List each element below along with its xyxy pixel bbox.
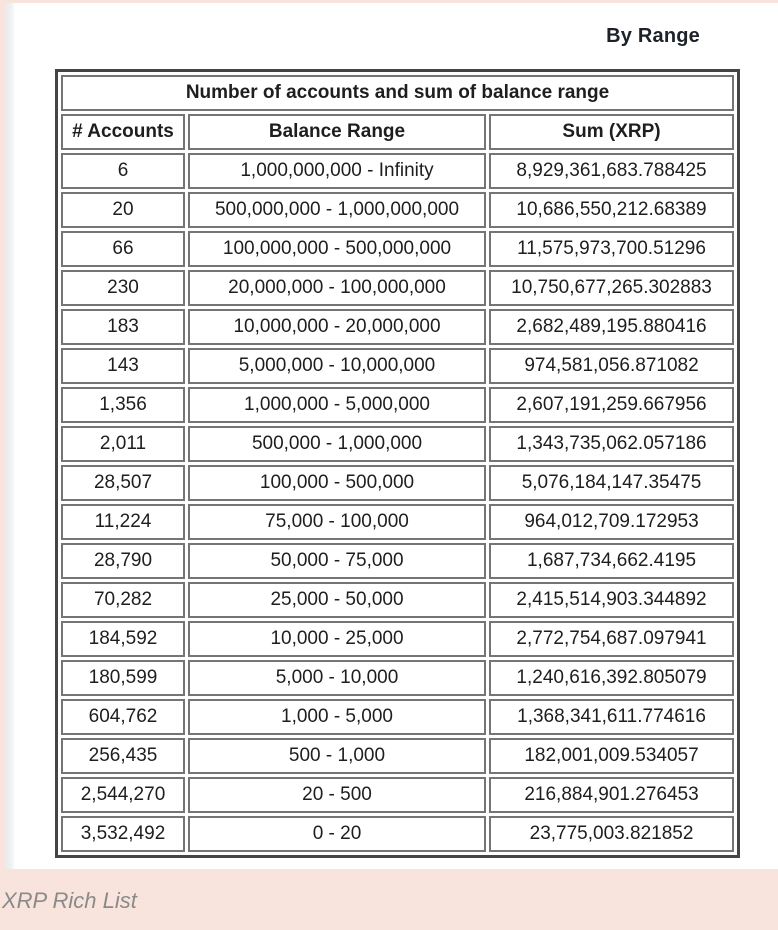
- cell-accounts: 180,599: [61, 660, 185, 696]
- table-row: [61, 777, 734, 813]
- table-row: [61, 231, 734, 267]
- cell-balance-range: 500 - 1,000: [188, 738, 486, 774]
- cell-balance-range: 1,000,000,000 - Infinity: [188, 153, 486, 189]
- cell-sum-xrp: 974,581,056.871082: [489, 348, 734, 384]
- cell-balance-range: 100,000,000 - 500,000,000: [188, 231, 486, 267]
- cell-sum-xrp: 1,240,616,392.805079: [489, 660, 734, 696]
- balance-range-table: [55, 69, 740, 858]
- cell-accounts: 183: [61, 309, 185, 345]
- table-body: [61, 153, 734, 852]
- table-row: [61, 816, 734, 852]
- cell-accounts: 230: [61, 270, 185, 306]
- cell-sum-xrp: 2,415,514,903.344892: [489, 582, 734, 618]
- cell-sum-xrp: 1,368,341,611.774616: [489, 699, 734, 735]
- cell-accounts: 2,544,270: [61, 777, 185, 813]
- cell-sum-xrp: 182,001,009.534057: [489, 738, 734, 774]
- cell-sum-xrp: 8,929,361,683.788425: [489, 153, 734, 189]
- cell-accounts: 256,435: [61, 738, 185, 774]
- table-row: [61, 699, 734, 735]
- cell-accounts: 66: [61, 231, 185, 267]
- cell-sum-xrp: 2,772,754,687.097941: [489, 621, 734, 657]
- column-header-accounts: # Accounts: [61, 114, 185, 150]
- table-row: [61, 426, 734, 462]
- cell-sum-xrp: 1,687,734,662.4195: [489, 543, 734, 579]
- column-header-balance-range: Balance Range: [188, 114, 486, 150]
- cell-accounts: 2,011: [61, 426, 185, 462]
- cell-accounts: 143: [61, 348, 185, 384]
- table-row: [61, 387, 734, 423]
- cell-balance-range: 100,000 - 500,000: [188, 465, 486, 501]
- cell-balance-range: 500,000,000 - 1,000,000,000: [188, 192, 486, 228]
- cell-sum-xrp: 5,076,184,147.35475: [489, 465, 734, 501]
- cell-accounts: 604,762: [61, 699, 185, 735]
- content-card: [5, 3, 778, 869]
- table-row: [61, 582, 734, 618]
- cell-accounts: 11,224: [61, 504, 185, 540]
- table-row: [61, 543, 734, 579]
- cell-balance-range: 75,000 - 100,000: [188, 504, 486, 540]
- table-row: [61, 153, 734, 189]
- cell-balance-range: 10,000 - 25,000: [188, 621, 486, 657]
- cell-accounts: 70,282: [61, 582, 185, 618]
- cell-accounts: 3,532,492: [61, 816, 185, 852]
- table-row: [61, 660, 734, 696]
- cell-balance-range: 5,000 - 10,000: [188, 660, 486, 696]
- cell-sum-xrp: 23,775,003.821852: [489, 816, 734, 852]
- cell-balance-range: 0 - 20: [188, 816, 486, 852]
- cell-sum-xrp: 11,575,973,700.51296: [489, 231, 734, 267]
- cell-sum-xrp: 10,750,677,265.302883: [489, 270, 734, 306]
- cell-balance-range: 1,000,000 - 5,000,000: [188, 387, 486, 423]
- cell-balance-range: 5,000,000 - 10,000,000: [188, 348, 486, 384]
- column-header-sum-xrp: Sum (XRP): [489, 114, 734, 150]
- cell-balance-range: 20 - 500: [188, 777, 486, 813]
- table-title-row: [61, 75, 734, 111]
- table-row: [61, 348, 734, 384]
- cell-sum-xrp: 10,686,550,212.68389: [489, 192, 734, 228]
- cell-accounts: 28,790: [61, 543, 185, 579]
- cell-balance-range: 10,000,000 - 20,000,000: [188, 309, 486, 345]
- vertical-scrollbar[interactable]: [5, 3, 15, 869]
- caption-xrp-rich-list: XRP Rich List: [2, 888, 137, 913]
- cell-balance-range: 1,000 - 5,000: [188, 699, 486, 735]
- table-title: Number of accounts and sum of balance range: [61, 75, 734, 111]
- cell-accounts: 184,592: [61, 621, 185, 657]
- tab-by-range[interactable]: By Range: [606, 25, 700, 47]
- table-header-row: [61, 114, 734, 150]
- table-row: [61, 621, 734, 657]
- cell-accounts: 6: [61, 153, 185, 189]
- cell-sum-xrp: 2,682,489,195.880416: [489, 309, 734, 345]
- cell-balance-range: 50,000 - 75,000: [188, 543, 486, 579]
- table-row: [61, 192, 734, 228]
- table-row: [61, 465, 734, 501]
- cell-sum-xrp: 964,012,709.172953: [489, 504, 734, 540]
- cell-sum-xrp: 2,607,191,259.667956: [489, 387, 734, 423]
- cell-accounts: 20: [61, 192, 185, 228]
- table-row: [61, 504, 734, 540]
- table-row: [61, 309, 734, 345]
- cell-sum-xrp: 1,343,735,062.057186: [489, 426, 734, 462]
- cell-accounts: 28,507: [61, 465, 185, 501]
- cell-balance-range: 20,000,000 - 100,000,000: [188, 270, 486, 306]
- cell-balance-range: 500,000 - 1,000,000: [188, 426, 486, 462]
- cell-balance-range: 25,000 - 50,000: [188, 582, 486, 618]
- table-row: [61, 738, 734, 774]
- table-row: [61, 270, 734, 306]
- cell-sum-xrp: 216,884,901.276453: [489, 777, 734, 813]
- cell-accounts: 1,356: [61, 387, 185, 423]
